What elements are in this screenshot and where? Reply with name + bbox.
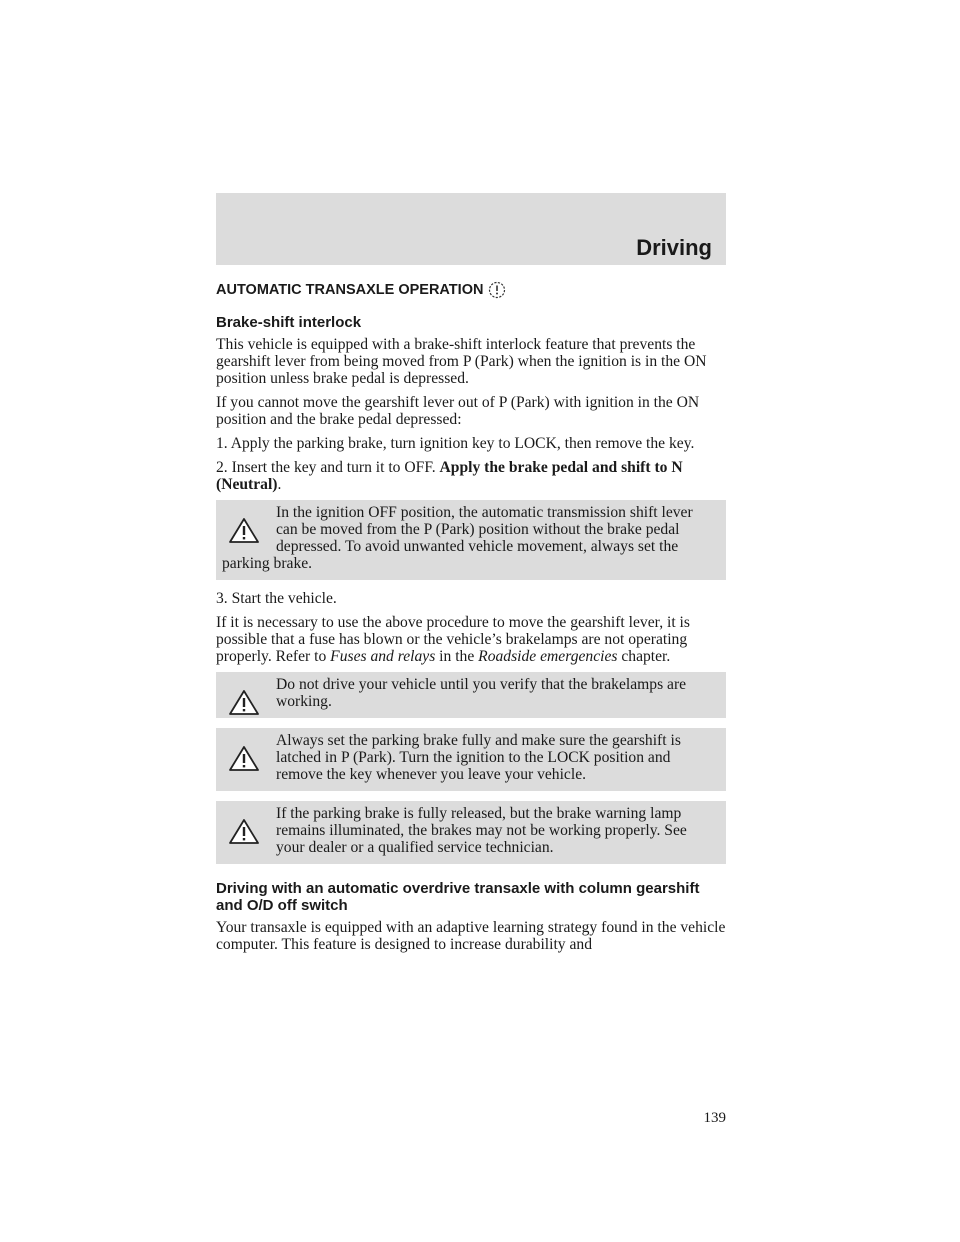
fuses-relays-ref: Fuses and relays: [330, 648, 436, 665]
warning-text-3: Always set the parking brake fully and make sure the gearshift is latched in P (Park). Turn the ignition to the LOCK position and remove the key whenever you leave your vehicle.: [276, 732, 681, 783]
transmission-icon: [486, 280, 508, 300]
paragraph-3-c: chapter.: [617, 648, 671, 665]
warning-box-4: [216, 801, 726, 864]
section-title-header: Driving: [636, 235, 712, 260]
warning-text-4: If the parking brake is fully released, but the brake warning lamp remains illuminated, the brakes may not be working properly. See your dealer or a qualified service technician.: [276, 805, 687, 856]
paragraph-3-a: If it is necessary to use the above procedure to move the gearshift lever, it is possible that a fuse has blown or the vehicle’s brakelamps are not operating properly. Refer to: [216, 614, 690, 665]
step-1: 1. Apply the parking brake, turn ignition key to LOCK, then remove the key.: [216, 435, 695, 452]
heading: [216, 280, 726, 300]
paragraph-3: [216, 614, 726, 665]
warning-text-2: Do not drive your vehicle until you verify that the brakelamps are working.: [276, 676, 687, 710]
page-number: 139: [703, 1110, 726, 1126]
warning-text-1: In the ignition OFF position, the automatic transmission shift lever can be moved from the P (Park) position without the brake pedal depressed. To avoid unwanted vehicle movement, always set the parking brake.: [222, 504, 693, 572]
step-2: [216, 459, 726, 493]
paragraph-4: Your transaxle is equipped with an adaptive learning strategy found in the vehicle computer. This feature is designed to increase durability and: [216, 919, 726, 953]
step-2-plain: 2. Insert the key and turn it to OFF.: [216, 459, 440, 476]
roadside-emergencies-ref: Roadside emergencies: [478, 648, 618, 665]
warning-box-3: [216, 728, 726, 791]
warning-triangle-icon: [228, 688, 260, 716]
subheading-brake-shift: Brake-shift interlock: [216, 314, 362, 331]
header-band: [216, 193, 726, 265]
step-2-bold: Apply the brake pedal and shift to N (Neutral): [216, 459, 683, 493]
paragraph-3-b: in the: [435, 648, 479, 665]
step-2-end: .: [277, 476, 282, 493]
warning-triangle-icon: [228, 817, 260, 845]
warning-triangle-icon: [228, 516, 260, 544]
subheading-overdrive: Driving with an automatic overdrive transaxle with column gearshift and O/D off switch: [216, 880, 700, 914]
warning-box-1: [216, 500, 726, 580]
step-3: 3. Start the vehicle.: [216, 590, 337, 607]
paragraph-1: This vehicle is equipped with a brake-shift interlock feature that prevents the gearshift lever from being moved from P (Park) when the ignition is in the ON position unless brake pedal is depressed.: [216, 336, 707, 387]
warning-triangle-icon: [228, 744, 260, 772]
page-content: [216, 280, 726, 960]
warning-box-2: [216, 672, 726, 718]
heading-text: AUTOMATIC TRANSAXLE OPERATION: [216, 281, 484, 298]
paragraph-2: If you cannot move the gearshift lever out of P (Park) with ignition in the ON position and the brake pedal depressed:: [216, 394, 700, 428]
